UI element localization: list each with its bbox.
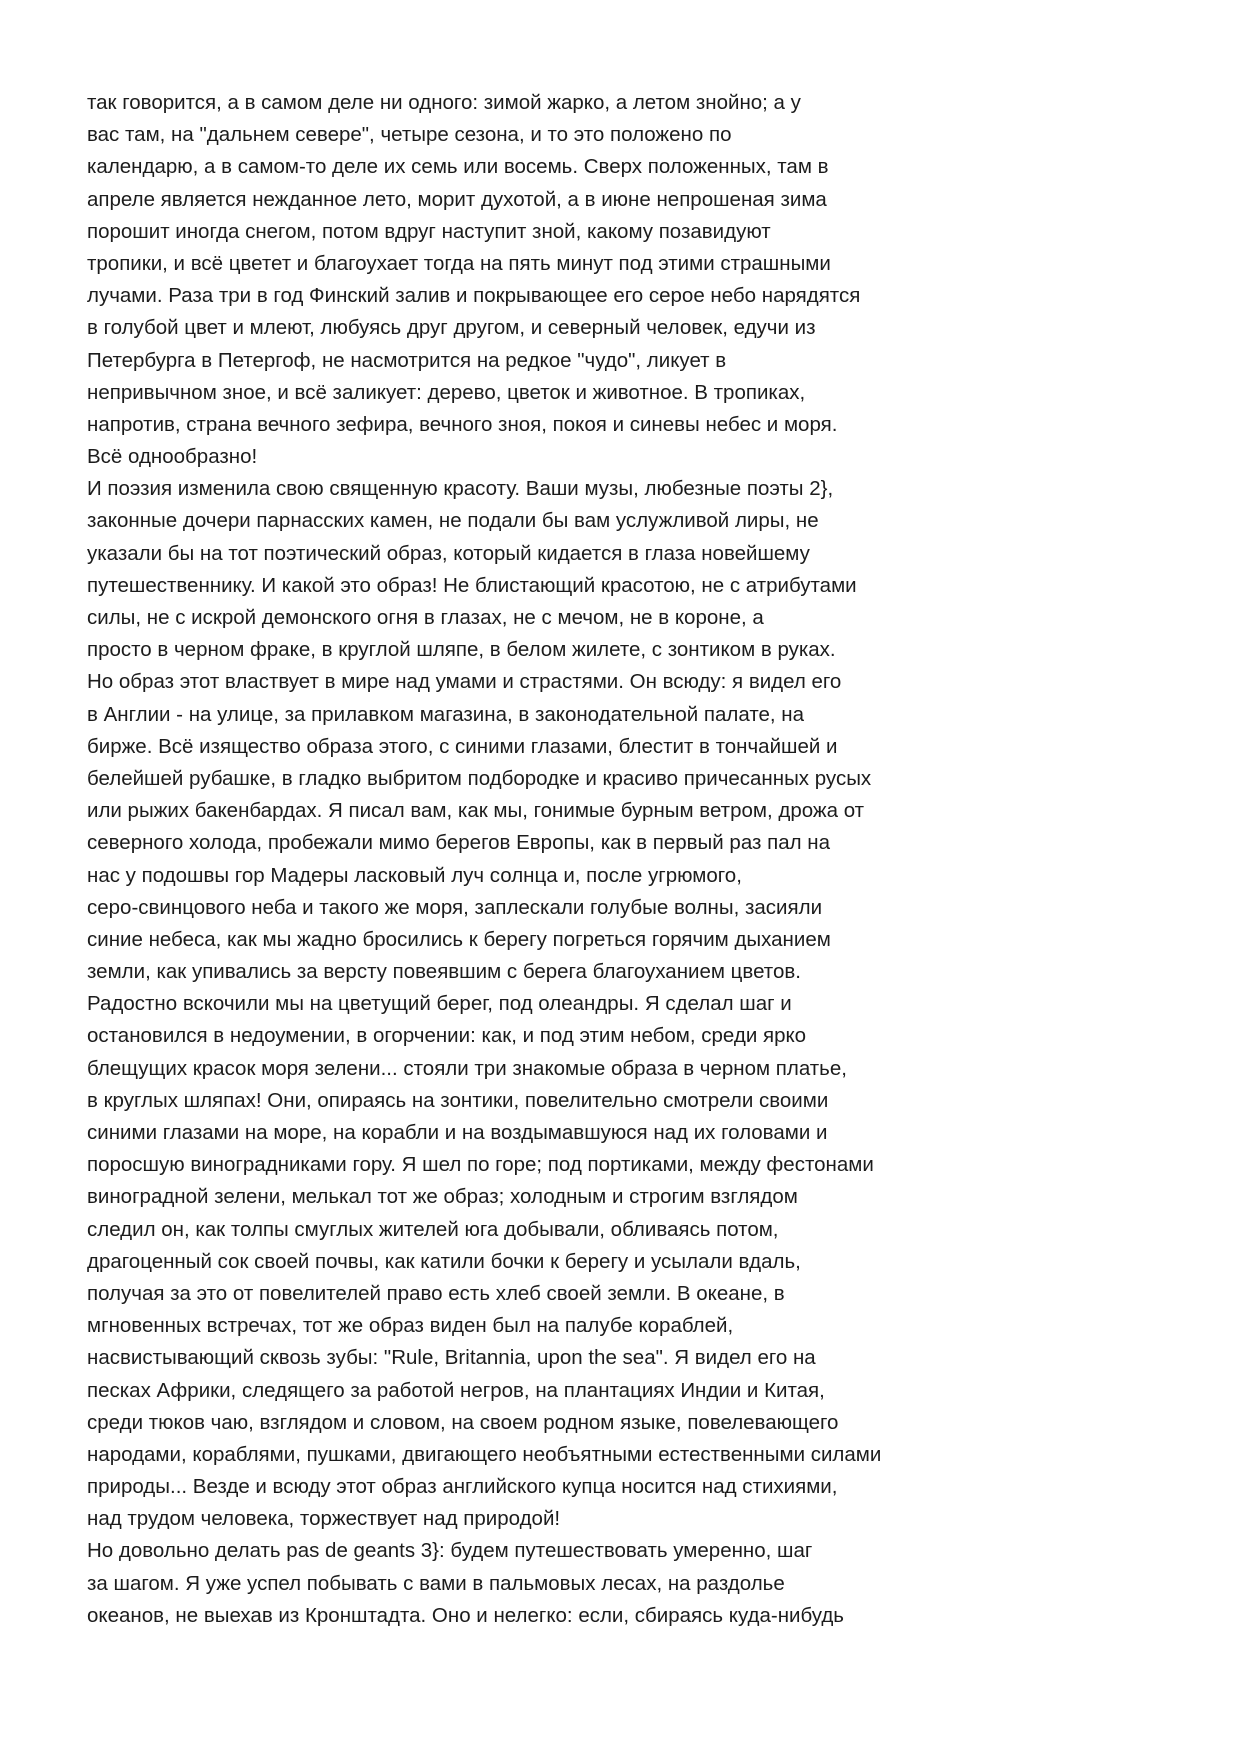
text-line: синие небеса, как мы жадно бросились к берегу погреться горячим дыханием: [87, 927, 831, 951]
text-line: среди тюков чаю, взглядом и словом, на своем родном языке, повелевающего: [87, 1410, 839, 1434]
text-line: Но образ этот властвует в мире над умами и страстями. Он всюду: я видел его: [87, 670, 842, 694]
text-line: блещущих красок моря зелени... стояли три знакомые образа в черном платье,: [87, 1056, 847, 1080]
text-line: путешественнику. И какой это образ! Не блистающий красотою, не с атрибутами: [87, 573, 857, 597]
text-line: напротив, страна вечного зефира, вечного зноя, покоя и синевы небес и моря.: [87, 412, 838, 436]
text-line: народами, кораблями, пушками, двигающего необъятными естественными силами: [87, 1442, 882, 1466]
text-line: Петербурга в Петергоф, не насмотрится на редкое "чудо", ликует в: [87, 348, 727, 372]
text-line: северного холода, пробежали мимо берегов Европы, как в первый раз пал на: [87, 831, 830, 855]
text-line: мгновенных встречах, тот же образ виден был на палубе кораблей,: [87, 1314, 734, 1338]
text-line: календарю, а в самом-то деле их семь или восемь. Сверх положенных, там в: [87, 155, 829, 179]
text-line: остановился в недоумении, в огорчении: как, и под этим небом, среди ярко: [87, 1024, 807, 1048]
document-body-text: [87, 87, 1187, 1632]
text-line: серо-свинцового неба и такого же моря, заплескали голубые волны, засияли: [87, 895, 823, 919]
text-line: нас у подошвы гор Мадеры ласковый луч солнца и, после угрюмого,: [87, 863, 742, 887]
text-line: в Англии - на улице, за прилавком магазина, в законодательной палате, на: [87, 702, 805, 726]
text-line: земли, как упивались за версту повеявшим с берега благоуханием цветов.: [87, 960, 801, 984]
text-line: в голубой цвет и млеют, любуясь друг другом, и северный человек, едучи из: [87, 316, 816, 340]
text-line: получая за это от повелителей право есть хлеб своей земли. В океане, в: [87, 1281, 785, 1305]
text-line: поросшую виноградниками гору. Я шел по горе; под портиками, между фестонами: [87, 1153, 874, 1177]
text-line: тропики, и всё цветет и благоухает тогда на пять минут под этими страшными: [87, 251, 831, 275]
text-line: океанов, не выехав из Кронштадта. Оно и нелегко: если, сбираясь куда-нибудь: [87, 1603, 844, 1627]
text-line: просто в черном фраке, в круглой шляпе, в белом жилете, с зонтиком в руках.: [87, 638, 836, 662]
text-line: лучами. Раза три в год Финский залив и покрывающее его серое небо нарядятся: [87, 284, 861, 308]
text-line: белейшей рубашке, в гладко выбритом подбородке и красиво причесанных русых: [87, 766, 872, 790]
text-line: за шагом. Я уже успел побывать с вами в пальмовых лесах, на раздолье: [87, 1571, 785, 1595]
text-line: вас там, на "дальнем севере", четыре сезона, и то это положено по: [87, 123, 732, 147]
text-line: синими глазами на море, на корабли и на воздымавшуюся над их головами и: [87, 1121, 828, 1144]
text-line: виноградной зелени, мелькал тот же образ; холодным и строгим взглядом: [87, 1185, 798, 1209]
text-line: Всё однообразно!: [87, 445, 258, 469]
text-line: бирже. Всё изящество образа этого, с синими глазами, блестит в тончайшей и: [87, 734, 838, 758]
text-line: в круглых шляпах! Они, опираясь на зонтики, повелительно смотрели своими: [87, 1088, 829, 1112]
text-line: указали бы на тот поэтический образ, который кидается в глаза новейшему: [87, 541, 810, 565]
text-line: непривычном зное, и всё заликует: дерево, цветок и животное. В тропиках,: [87, 380, 806, 404]
text-line: законные дочери парнасских камен, не подали бы вам услужливой лиры, не: [87, 509, 819, 533]
text-line: следил он, как толпы смуглых жителей юга добывали, обливаясь потом,: [87, 1217, 779, 1241]
text-line: Но довольно делать pas de geants 3}: будем путешествовать умеренно, шаг: [87, 1539, 813, 1563]
text-line: порошит иногда снегом, потом вдруг наступит зной, какому позавидуют: [87, 219, 771, 243]
text-line: природы... Везде и всюду этот образ английского купца носится над стихиями,: [87, 1475, 838, 1499]
text-line: силы, не с искрой демонского огня в глазах, не с мечом, не в короне, а: [87, 606, 764, 629]
text-line: песках Африки, следящего за работой негров, на плантациях Индии и Китая,: [87, 1378, 825, 1402]
text-line: драгоценный сок своей почвы, как катили бочки к берегу и усылали вдаль,: [87, 1249, 801, 1273]
text-line: апреле является нежданное лето, морит духотой, а в июне непрошеная зима: [87, 187, 827, 211]
text-line: Радостно вскочили мы на цветущий берег, под олеандры. Я сделал шаг и: [87, 992, 792, 1016]
text-line: насвистывающий сквозь зубы: "Rule, Britannia, upon the sea". Я видел его на: [87, 1346, 816, 1370]
text-line: И поэзия изменила свою священную красоту. Ваши музы, любезные поэты 2},: [87, 477, 834, 501]
text-line: над трудом человека, торжествует над природой!: [87, 1507, 561, 1531]
text-line: так говорится, а в самом деле ни одного: зимой жарко, а летом знойно; а у: [87, 91, 801, 114]
text-line: или рыжих бакенбардах. Я писал вам, как мы, гонимые бурным ветром, дрожа от: [87, 799, 865, 823]
